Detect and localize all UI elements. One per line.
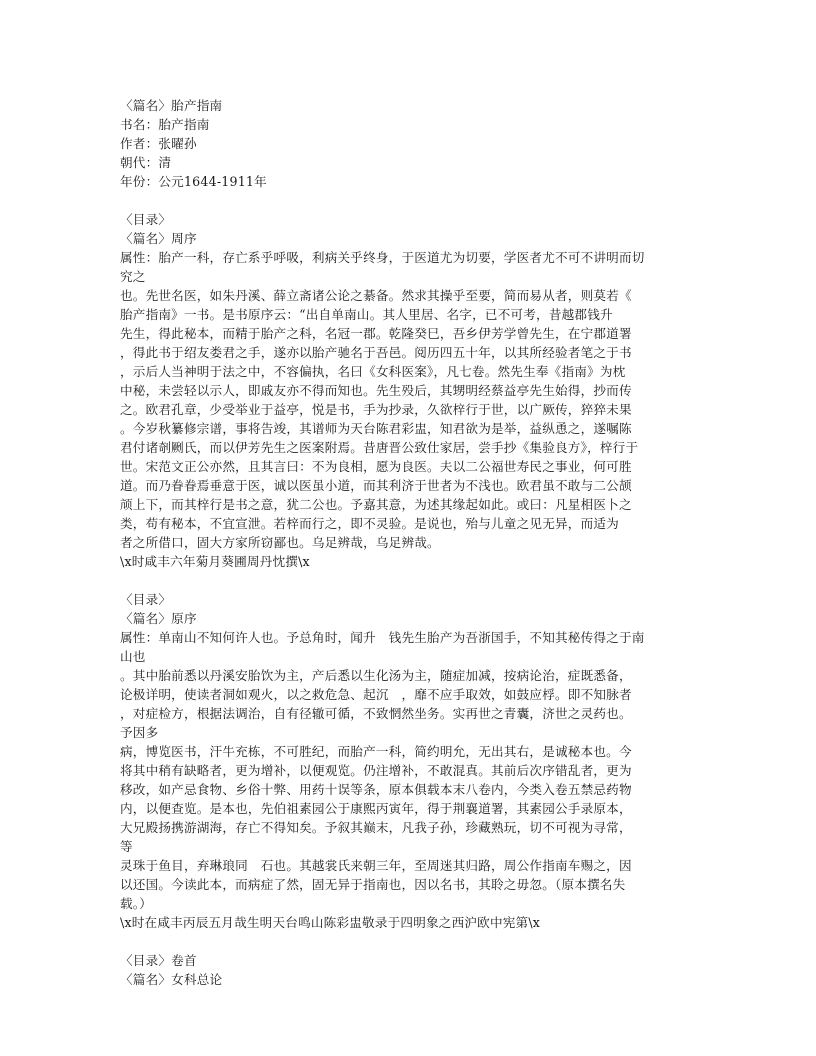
chapter-heading-section xyxy=(120,951,700,989)
text-line: 将其中稍有缺略者，更为增补，以便观览。仍注增补，不敢混真。其前后次序错乱者，更为 xyxy=(120,763,632,778)
text-line: 年份：公元1644-1911年 xyxy=(120,174,267,189)
text-line: 书名：胎产指南 xyxy=(120,117,210,132)
text-line: 朝代：清 xyxy=(120,155,172,170)
paragraph-gap xyxy=(120,571,700,590)
text-line: ，对症检方，根据法调治，自有径辙可循，不致惘然坐务。实再世之青囊，济世之灵药也。 xyxy=(120,706,632,721)
text-line: ，得此书于绍友娄君之手，遂亦以胎产驰名于吾邑。阅历四五十年，以其所经验者笔之于书 xyxy=(120,345,632,360)
text-line: ，示后人当神明于法之中，不容偏执，名曰《女科医案》，凡七卷。然先生奉《指南》为枕 xyxy=(120,364,626,379)
text-line: 内，以便查览。是本也，先伯祖素园公于康熙丙寅年，得于荆襄道署，其素园公手录原本， xyxy=(120,801,632,816)
text-line: 〈目录〉卷首 xyxy=(120,953,197,968)
text-line: 君付诸剞劂氏，而以伊芳先生之医案附焉。昔唐晋公致仕家居，尝手抄《集验良方》，梓行于 xyxy=(120,440,639,455)
text-line: 以还国。今读此本，而病症了然，固无异于指南也，因以名书，其聆之毋忽。（原本撰名失 xyxy=(120,877,626,892)
text-line: 究之 xyxy=(120,269,146,284)
text-line: 山也 xyxy=(120,649,146,664)
text-line: 〈篇名〉原序 xyxy=(120,611,197,626)
text-line: 属性：单南山不知何许人也。予总角时，闻升 钱先生胎产为吾浙国手，不知其秘传得之于南 xyxy=(120,630,645,645)
text-line: 颃上下，而其梓行是书之意，犹二公也。予嘉其意，为述其缘起如此。或曰：凡星相医卜之 xyxy=(120,497,632,512)
text-line: 大兄殿扬携游湖海，存亡不得知矣。予叙其巅末，凡我子孙，珍藏熟玩，切不可视为寻常， xyxy=(120,820,632,835)
signature-line: \x时咸丰六年菊月葵圃周丹忱撰\x xyxy=(120,554,310,569)
text-line: 载。） xyxy=(120,896,153,911)
text-line: 。今岁秋纂修宗谱，事将告竣，其谱师为天台陈君彩盅，知君欲为是举，益纵恿之，遂嘱陈 xyxy=(120,421,632,436)
paragraph-gap xyxy=(120,932,700,951)
text-line: 胎产指南》一书。是书原序云：“出自单南山。其人里居、名字，已不可考，昔越郡钱升 xyxy=(120,307,613,322)
text-line: 等 xyxy=(120,839,133,854)
text-line: 〈篇名〉女科总论 xyxy=(120,972,223,987)
text-line: 属性：胎产一科，存亡系乎呼吸，利病关乎终身，于医道尤为切要，学医者尤不可不讲明而切 xyxy=(120,250,645,265)
text-line: 作者：张曜孙 xyxy=(120,136,197,151)
text-line: 类，苟有秘本，不宜宣泄。若梓而行之，即不灵验。是说也，殆与儿童之见无异，而适为 xyxy=(120,516,619,531)
text-line: 予因多 xyxy=(120,725,159,740)
text-line: 论极详明，使读者洞如观火，以之救危急、起沉 ，靡不应手取效，如鼓应桴。即不知脉者 xyxy=(120,687,632,702)
text-line: 〈目录〉 xyxy=(120,592,172,607)
text-line: 先生，得此秘本，而精于胎产之科，名冠一郡。乾隆癸巳，吾乡伊芳学曾先生，在宁郡道署 xyxy=(120,326,632,341)
original-preface-section xyxy=(120,590,700,932)
text-line: 。其中胎前悉以丹溪安胎饮为主，产后悉以生化汤为主，随症加减，按病论治，症既悉备， xyxy=(120,668,632,683)
signature-line: \x时在咸丰丙辰五月哉生明天台鸣山陈彩盅敬录于四明象之西沪欧中宪第\x xyxy=(120,915,541,930)
text-line: 也。先世名医，如朱丹溪、薛立斋诸公论之綦备。然求其操乎至要，简而易从者，则莫若《 xyxy=(120,288,632,303)
book-info xyxy=(120,96,700,191)
text-line: 病，博览医书，汗牛充栋，不可胜纪，而胎产一科，简约明允，无出其右，是诚秘本也。今 xyxy=(120,744,632,759)
text-line: 〈篇名〉周序 xyxy=(120,231,197,246)
text-line: 者之所借口，固大方家所窃鄙也。乌足辨哉，乌足辨哉。 xyxy=(120,535,440,550)
zhou-preface-section xyxy=(120,210,700,571)
text-line: 〈目录〉 xyxy=(120,212,172,227)
text-line: 〈篇名〉胎产指南 xyxy=(120,98,223,113)
document-body xyxy=(120,96,700,989)
text-line: 道。而乃眷眷焉垂意于医，诚以医虽小道，而其利济于世者为不浅也。欧君虽不敢与二公颉 xyxy=(120,478,632,493)
paragraph-gap xyxy=(120,191,700,210)
text-line: 灵珠于鱼目，弃琳琅同 石也。其越裳氏来朝三年，至周迷其归路，周公作指南车赐之，因 xyxy=(120,858,632,873)
text-line: 中秘，未尝轻以示人，即戚友亦不得而知也。先生殁后，其甥明经蔡益亭先生始得，抄而传 xyxy=(120,383,632,398)
text-line: 移改，如产忌食物、乡俗十弊、用药十误等条，原本俱载本末八卷内，今类入卷五禁忌药物 xyxy=(120,782,632,797)
text-line: 之。欧君孔章，少受举业于益亭，悦是书，手为抄录，久欲梓行于世，以广厥传，猝猝未果 xyxy=(120,402,632,417)
text-line: 世。宋范文正公亦然，且其言曰：不为良相，愿为良医。夫以二公福世寿民之事业，何可胜 xyxy=(120,459,632,474)
